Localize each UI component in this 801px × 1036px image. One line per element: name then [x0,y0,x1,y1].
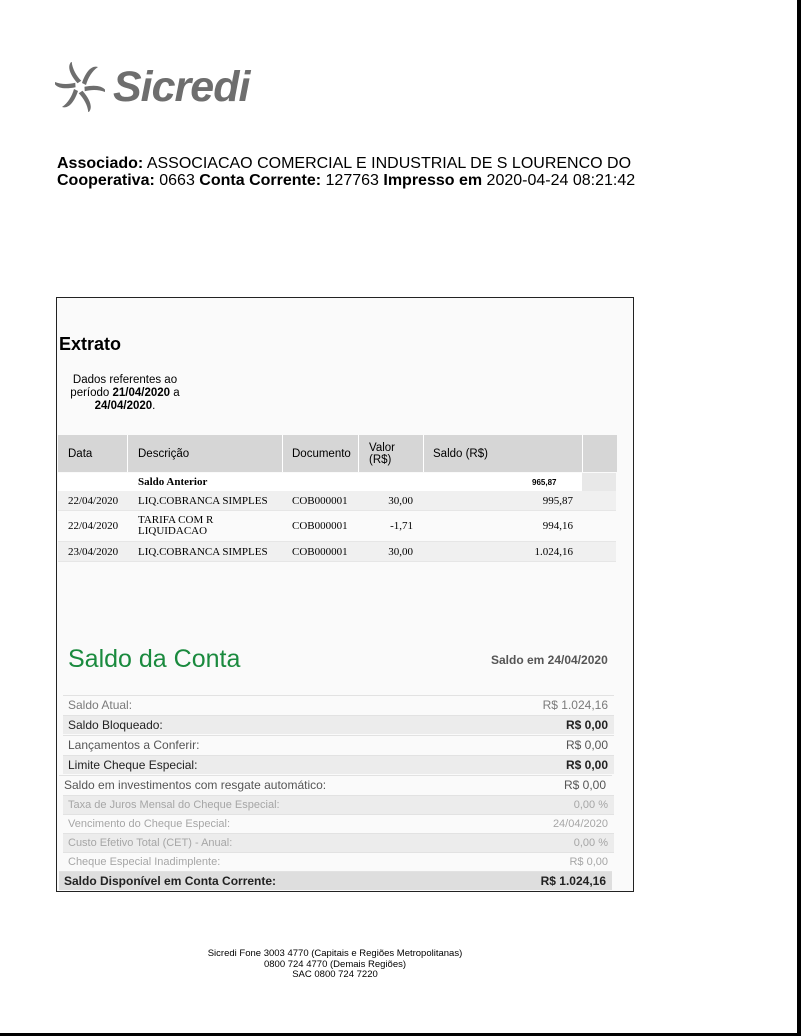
col-header-documento: Documento [292,447,351,460]
cooperativa-value: 0663 [159,172,195,189]
saldo-item-label: Saldo Atual: [68,698,133,712]
col-header-saldo: Saldo (R$) [433,447,488,460]
conta-label: Conta Corrente: [199,172,322,189]
associado-label: Associado: [57,155,144,172]
impresso-label: Impresso em [383,172,483,189]
row-data: 22/04/2020 [68,494,119,507]
row-data: 22/04/2020 [68,520,119,532]
row-data: 23/04/2020 [68,545,119,558]
col-header-valor: Valor (R$) [369,441,395,466]
row-descricao: LIQ.COBRANCA SIMPLES [138,545,268,558]
row-documento: COB000001 [292,494,348,507]
saldo-item-label: Cheque Especial Inadimplente: [68,856,221,868]
row-descricao: TARIFA COM R LIQUIDACAO [138,514,214,537]
sicredi-logo [55,62,249,112]
row-documento: COB000001 [292,545,348,558]
page-edge-right [797,0,801,1036]
saldo-date: Saldo em 24/04/2020 [491,653,608,667]
saldo-item [63,735,614,754]
footer-line: SAC 0800 724 7220 [292,969,378,980]
period-mid: a [173,387,180,399]
associado-line [57,155,635,172]
cooperativa-label: Cooperativa: [57,172,155,189]
saldo-disponivel-row [59,871,612,890]
row-saldo: 994,16 [542,520,573,532]
saldo-item-value: 24/04/2020 [552,818,608,830]
saldo-anterior-value: 965,87 [532,477,557,487]
cooperativa-line [57,172,635,189]
saldo-item-label: Lançamentos a Conferir: [68,738,200,752]
row-valor: 30,00 [388,545,413,558]
period-info [65,374,185,413]
brand-name: Sicredi [113,63,250,111]
saldo-item-value: R$ 0,00 [565,718,608,732]
saldo-item-label: Saldo Bloqueado: [68,718,163,732]
footer-contacts [0,949,670,981]
table-row [58,511,616,542]
saldo-item-value: R$ 0,00 [565,738,608,752]
saldo-item [63,755,614,774]
period-start: 21/04/2020 [112,387,171,399]
saldo-item-value: R$ 1.024,16 [540,874,606,888]
saldo-item-value: R$ 0,00 [565,758,608,772]
footer-line: Sicredi Fone 3003 4770 (Capitais e Regiões Metropolitanas) [207,948,463,959]
saldo-item [63,715,614,734]
table-row [58,491,616,511]
extrato-title: Extrato [59,334,122,354]
saldo-item-label: Taxa de Juros Mensal do Cheque Especial: [68,799,280,811]
row-saldo: 995,87 [542,494,573,507]
row-valor: 30,00 [388,494,413,507]
saldo-anterior-label: Saldo Anterior [138,476,208,488]
impresso-value: 2020-04-24 08:21:42 [486,172,636,189]
saldo-item-value: R$ 0,00 [563,778,606,792]
saldo-item-label: Saldo Disponível em Conta Corrente: [64,874,277,888]
saldo-conta-title: Saldo da Conta [68,645,241,673]
row-valor: -1,71 [390,520,413,532]
saldo-item-value: 0,00 % [573,837,608,849]
statement-table-header [58,435,616,472]
col-header-data: Data [68,447,93,460]
saldo-item-value: R$ 0,00 [569,856,608,868]
conta-value: 127763 [325,172,379,189]
period-suffix: . [152,400,156,412]
saldo-item [59,775,612,794]
account-header [57,155,635,189]
row-documento: COB000001 [292,520,348,532]
table-row [58,542,616,562]
saldo-item [63,814,614,833]
saldo-item-value: 0,00 % [573,799,608,811]
associado-value: ASSOCIACAO COMERCIAL E INDUSTRIAL DE S LOURENCO DO [146,155,632,172]
period-prefix: Dados referentes ao período [70,374,178,399]
col-header-descricao: Descrição [138,447,190,460]
saldo-item [63,795,614,814]
footer-line: 0800 724 4770 (Demais Regiões) [263,958,407,970]
saldo-item [63,852,614,871]
saldo-item-label: Saldo em investimentos com resgate automático: [64,778,327,792]
row-descricao: LIQ.COBRANCA SIMPLES [138,494,268,507]
saldo-item-label: Limite Cheque Especial: [68,758,198,772]
period-end: 24/04/2020 [94,400,153,412]
saldo-item [63,695,614,714]
saldo-item [63,833,614,852]
saldo-item-label: Vencimento do Cheque Especial: [68,818,231,830]
sicredi-logo-icon [55,62,105,112]
saldo-item-value: R$ 1.024,16 [542,698,608,712]
statement-panel [56,297,634,892]
saldo-anterior-row [58,473,616,491]
saldo-item-label: Custo Efetivo Total (CET) - Anual: [68,837,233,849]
row-saldo: 1.024,16 [534,545,573,558]
